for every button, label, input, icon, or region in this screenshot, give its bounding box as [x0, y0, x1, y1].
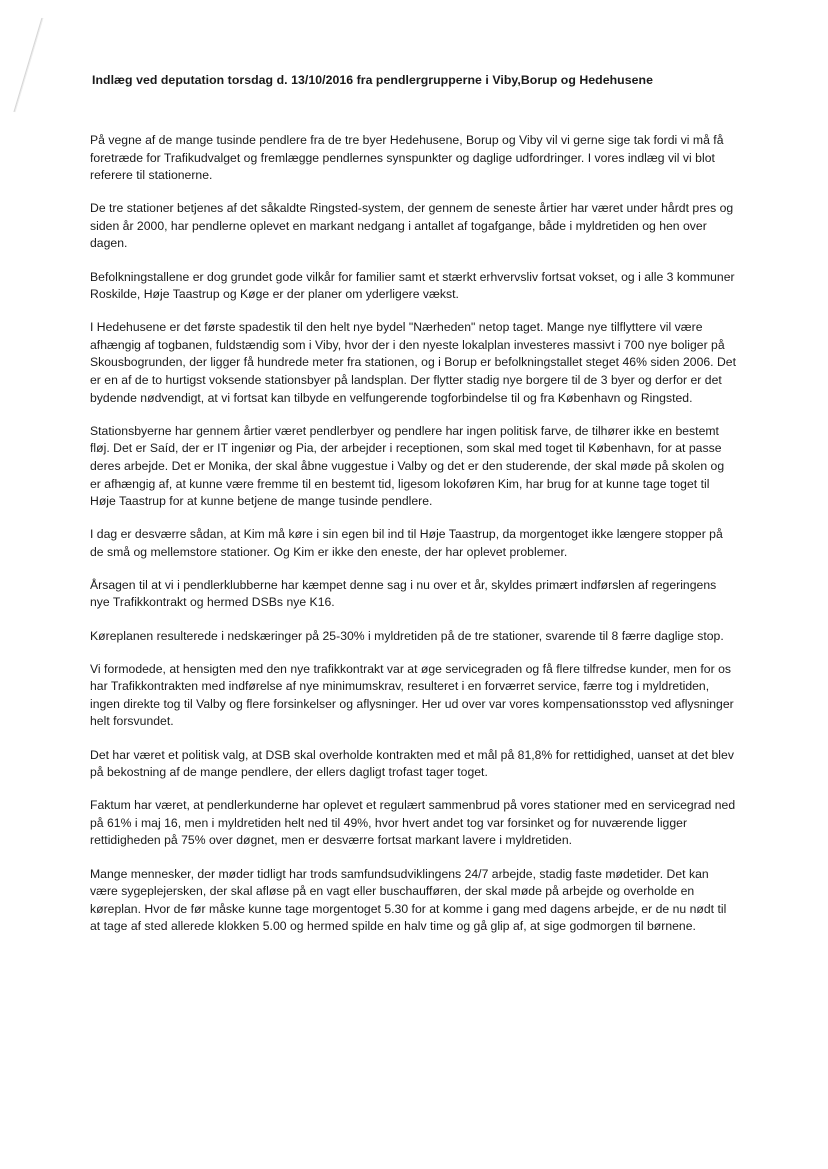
document-page	[90, 72, 738, 951]
paragraph-2: De tre stationer betjenes af det såkaldte Ringsted-system, der gennem de seneste årtier har været under hårdt pres og siden år 2000, har pendlerne oplevet en markant nedgang i antallet af togafgange, både i myldretiden og hen over dagen.	[90, 201, 734, 251]
paragraph-9: Vi formodede, at hensigten med den nye trafikkontrakt var at øge servicegraden og få flere tilfredse kunder, men for os har Trafikkontrakten med indførelse af nye minimumskrav, resulteret i en forværret service, færre tog i myldretiden, ingen direkte tog til Valby og flere forsinkelser og aflysninger. Her ud over var vores kompensationsstop ved aflysninger helt forsvundet.	[90, 661, 734, 729]
paragraph-6: I dag er desværre sådan, at Kim må køre i sin egen bil ind til Høje Taastrup, da morgentoget ikke længere stopper på de små og mellemstore stationer. Og Kim er ikke den eneste, der har oplevet problemer.	[90, 527, 723, 559]
document-body	[90, 132, 738, 936]
paragraph-12: Mange mennesker, der møder tidligt har trods samfundsudviklingens 24/7 arbejde, stadig faste mødetider. Det kan være sygeplejersken, der skal afløse på en vagt eller buschaufføren, der skal møde på arbejde og overholde en køreplan. Hvor de før måske kunne tage morgentoget 5.30 for at komme i gang med dagens arbejde, er de nu nødt til at tage af sted allerede klokken 5.00 og hermed spilde en halv time og gå glip af, at sige godmorgen til børnene.	[90, 866, 727, 934]
paragraph-8: Køreplanen resulterede i nedskæringer på 25-30% i myldretiden på de tre stationer, svarende til 8 færre daglige stop.	[90, 628, 724, 643]
paragraph-10: Det har været et politisk valg, at DSB skal overholde kontrakten med et mål på 81,8% for rettidighed, uanset at det blev på bekostning af de mange pendlere, der ellers dagligt trofast tager toget.	[90, 747, 734, 780]
paragraph-5: Stationsbyerne har gennem årtier været pendlerbyer og pendlere har ingen politisk farve, de tilhører ikke en bestemt fløj. Det er Saíd, der er IT ingeniør og Pia, der arbejder i receptionen, som skal med toget til København, for at passe deres arbejde. Det er Monika, der skal åbne vuggestue i Valby og det er den studerende, der skal møde på skolen og er afhængig af, at kunne være fremme til en bestemt tid, ligesom lokoføren Kim, har brug for at kunne tage toget til Høje Taastrup for at kunne betjene de mange tusinde pendlere.	[90, 423, 725, 509]
paragraph-7: Årsagen til at vi i pendlerklubberne har kæmpet denne sag i nu over et år, skyldes primært indførslen af regeringens nye Trafikkontrakt og hermed DSBs nye K16.	[90, 577, 717, 610]
paragraph-4: I Hedehusene er det første spadestik til den helt nye bydel "Nærheden" netop taget. Mange nye tilflyttere vil være afhængig af togbanen, fuldstændig som i Viby, hvor der i den nyeste lokalplan investeres massivt i 700 nye boliger på Skousbogrunden, der ligger få hundrede meter fra stationen, og i Borup er befolkningstallet steget 46% siden 2006. Det er en af de to hurtigst voksende stationsbyer på landsplan. Der flytter stadig nye borgere til de 3 byer og derfor er det bydende nødvendigt, at vi fortsat kan tilbyde en velfungerende togforbindelse til og fra København og Ringsted.	[90, 320, 736, 405]
paragraph-11: Faktum har været, at pendlerkunderne har oplevet et regulært sammenbrud på vores stationer med en servicegrad ned på 61% i maj 16, men i myldretiden helt ned til 49%, hvor hvert andet tog var forsinket og for nuværende ligger rettidigheden på 75% over døgnet, men er desværre fortsat markant lavere i myldretiden.	[90, 798, 736, 848]
paragraph-1: På vegne af de mange tusinde pendlere fra de tre byer Hedehusene, Borup og Viby vil vi gerne sige tak fordi vi må få foretræde for Trafikudvalget og fremlægge pendlernes synspunkter og daglige udfordringer. I vores indlæg vil vi blot referere til stationerne.	[90, 133, 724, 183]
document-title: Indlæg ved deputation torsdag d. 13/10/2016 fra pendlergrupperne i Viby,Borup og Hedehusene	[92, 73, 653, 87]
paragraph-3: Befolkningstallene er dog grundet gode vilkår for familier samt et stærkt erhvervsliv fortsat vokset, og i alle 3 kommuner Roskilde, Høje Taastrup og Køge er der planer om yderligere vækst.	[90, 269, 735, 302]
